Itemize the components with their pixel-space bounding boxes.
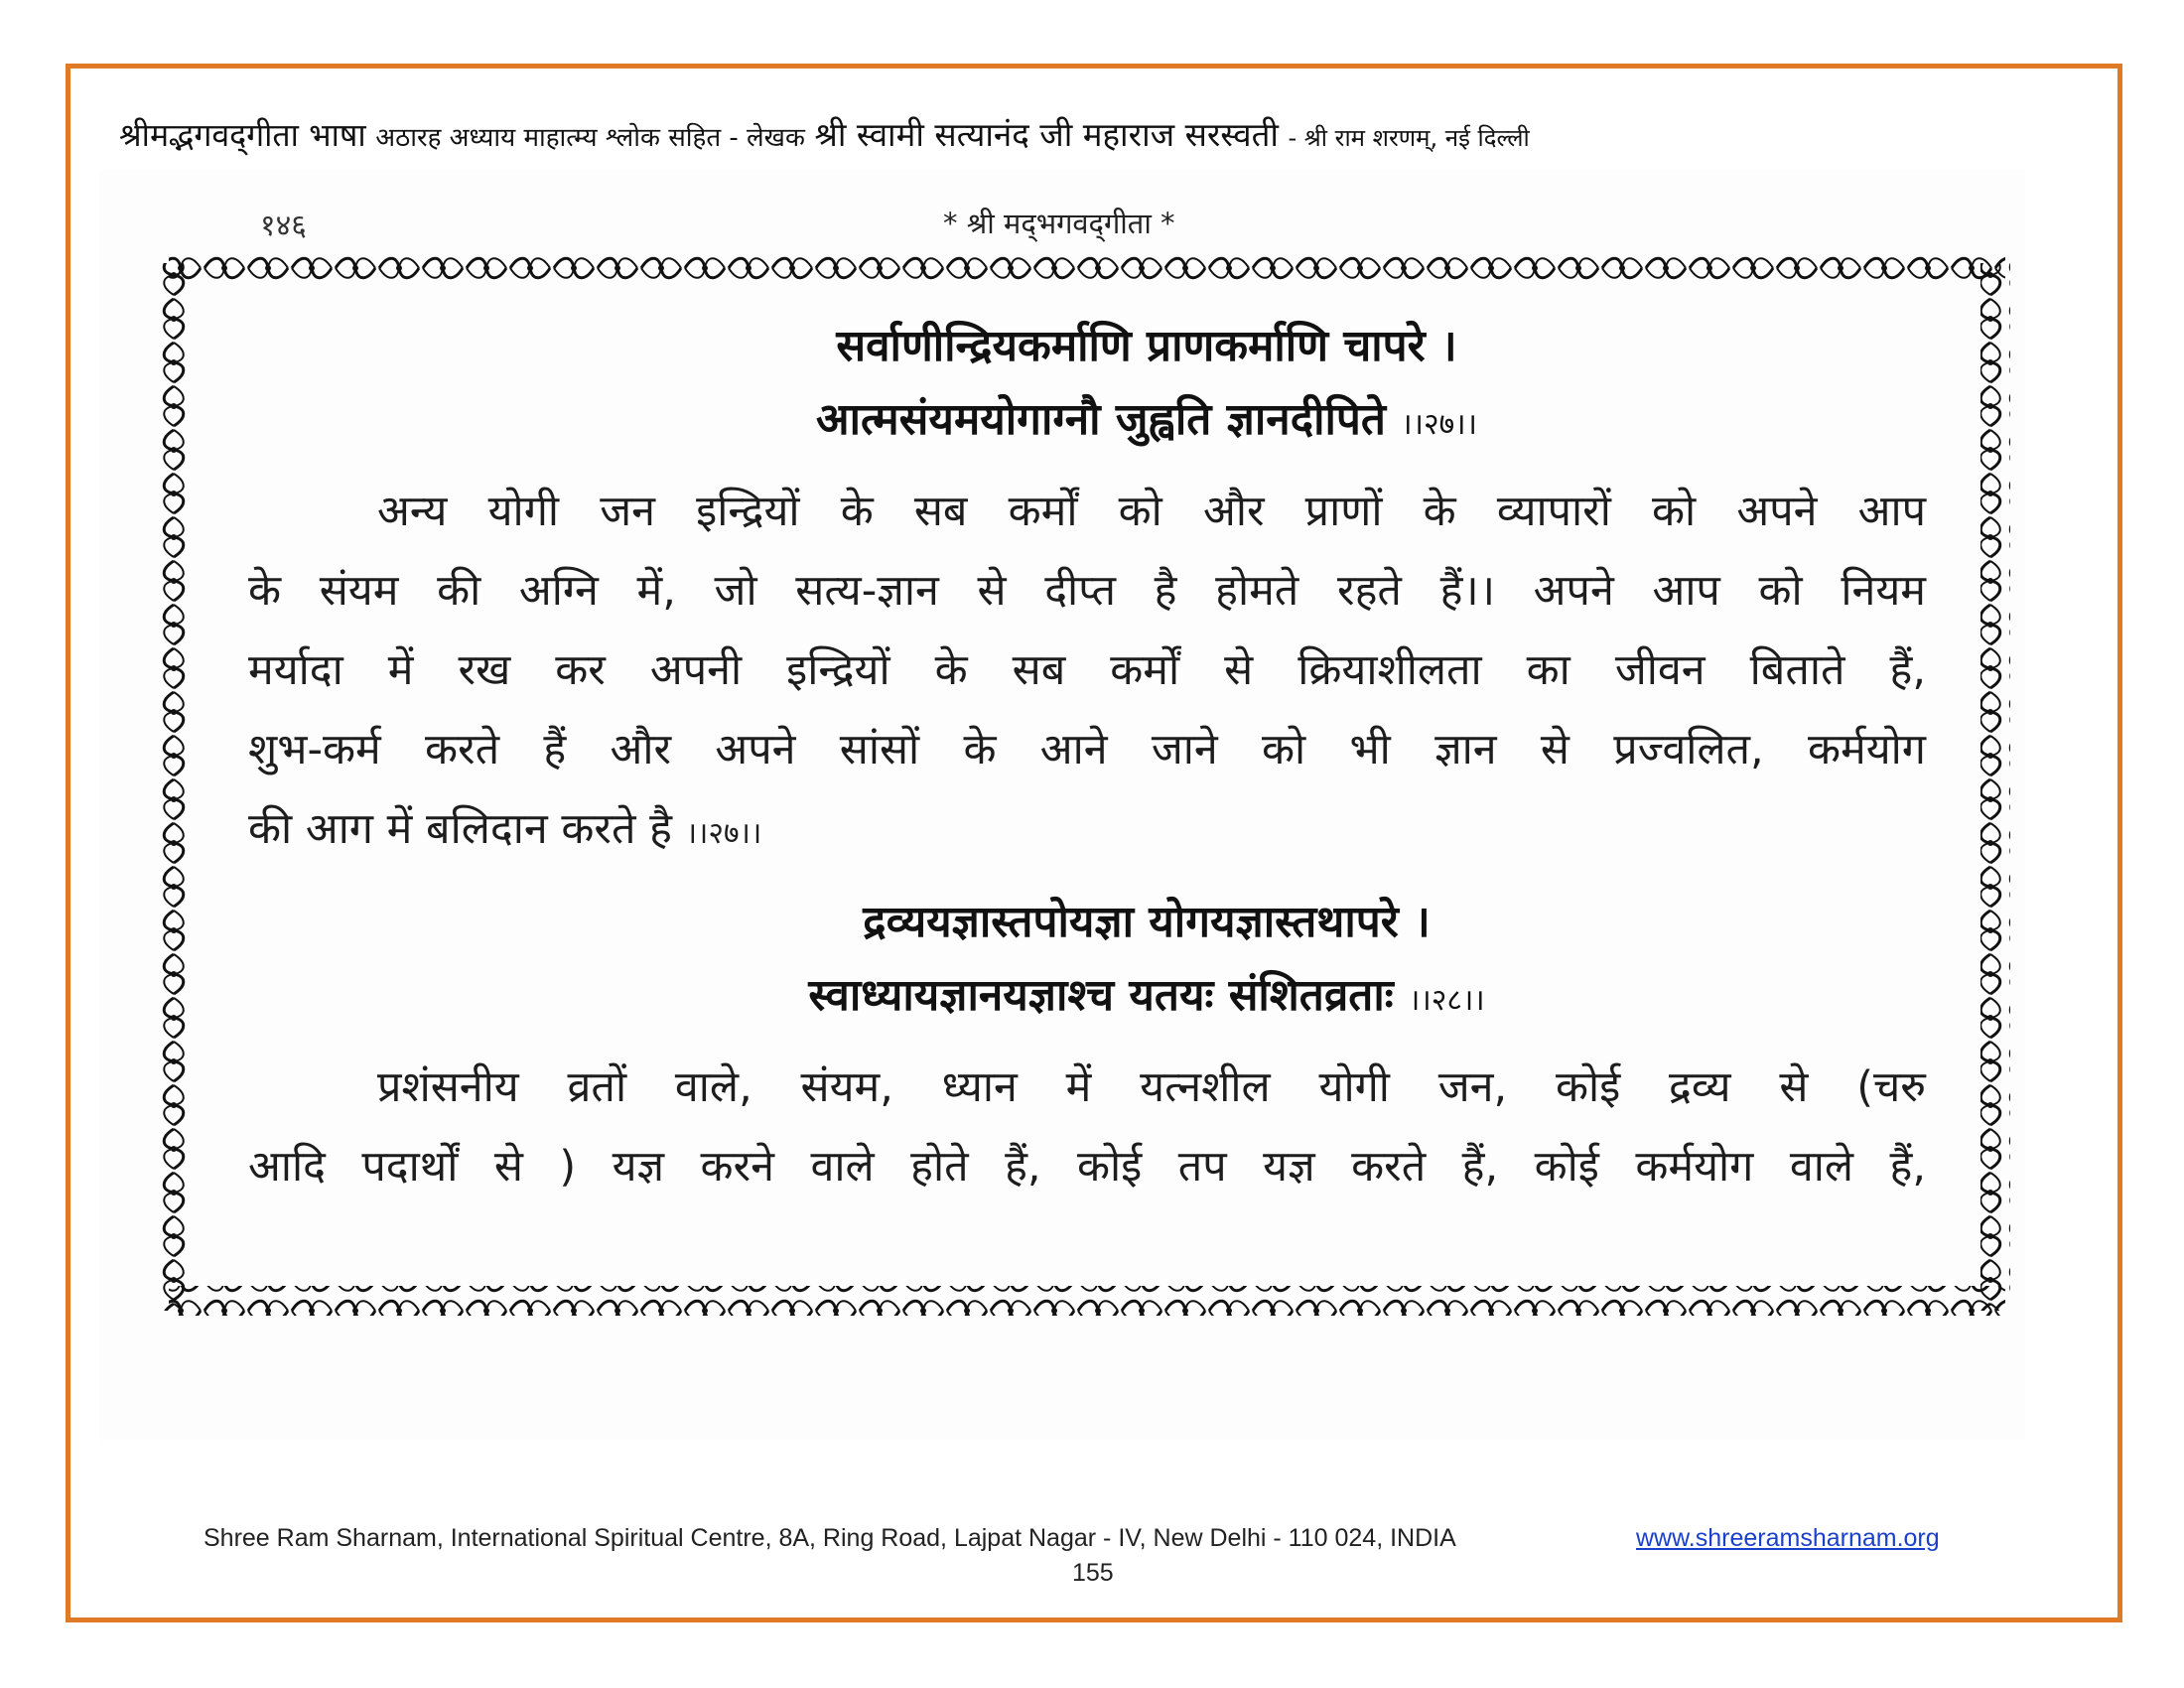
header-title: श्रीमद्भगवद्‌गीता भाषा xyxy=(119,116,366,154)
commentary-28-line-1: प्रशंसनीय व्रतों वाले, संयम, ध्यान में यत्नशील योगी जन, कोई द्रव्य से (चरु xyxy=(377,1062,1926,1112)
border-top xyxy=(169,253,2005,283)
verse-28-line-2-text: स्वाध्यायज्ञानयज्ञाश्च यतयः संशितव्रताः xyxy=(808,970,1394,1021)
commentary-27-line-4: शुभ-कर्म करते हैं और अपने सांसों के आने जाने को भी ज्ञान से प्रज्वलित, कर्मयोग xyxy=(248,725,1926,774)
footer-page-number: 155 xyxy=(1072,1559,1114,1587)
header-author: श्री स्वामी सत्यानंद जी महाराज सरस्वती xyxy=(814,115,1279,154)
commentary-27-line-2: के संयम की अग्नि में, जो सत्य-ज्ञान से दीप्त है होमते रहते हैं।। अपने आप को नियम xyxy=(248,566,1926,616)
website-link[interactable]: www.shreeramsharnam.org xyxy=(1636,1524,1940,1552)
running-title: * श्री मद्‌भगवद्‌गीता * xyxy=(943,207,1175,240)
header-subtitle: अठारह अध्याय माहात्म्य श्लोक सहित - लेखक xyxy=(375,123,805,153)
border-bottom xyxy=(169,1286,2005,1316)
verse-28-number: ।।२८।। xyxy=(1409,983,1485,1018)
commentary-28 xyxy=(248,1048,1926,1206)
commentary-27-line-1: अन्य योगी जन इन्द्रियों के सब कर्मों को और प्राणों के व्यापारों को अपने आप xyxy=(377,487,1926,536)
commentary-27-number: ।।२७।। xyxy=(685,816,762,851)
scripture-content xyxy=(248,310,1926,1218)
commentary-27-line-3: मर्यादा में रख कर अपनी इन्द्रियों के सब कर्मों से क्रियाशीलता का जीवन बिताते हैं, xyxy=(248,645,1926,695)
commentary-27 xyxy=(248,472,1926,874)
verse-27 xyxy=(248,310,1926,462)
commentary-27-line-5-text: की आग में बलिदान करते है xyxy=(248,804,673,854)
verse-28 xyxy=(248,886,1926,1038)
verse-28-line-1: द्रव्ययज्ञास्तपोयज्ञा योगयज्ञास्तथापरे । xyxy=(863,897,1431,947)
border-right xyxy=(1980,263,2010,1311)
scan-page-number: १४६ xyxy=(260,209,307,243)
header-publisher: - श्री राम शरणम्, नई दिल्ली xyxy=(1288,124,1530,152)
document-header xyxy=(119,111,2065,156)
verse-27-line-2 xyxy=(367,383,1926,462)
footer-address: Shree Ram Sharnam, International Spiritual Centre, 8A, Ring Road, Lajpat Nagar - IV, New Delhi - 110 024, INDIA xyxy=(204,1524,1456,1552)
commentary-28-line-2: आदि पदार्थों से ) यज्ञ करने वाले होते हैं, कोई तप यज्ञ करते हैं, कोई कर्मयोग वाले हैं, xyxy=(248,1142,1926,1192)
verse-27-line-1: सर्वाणीन्द्रियकर्माणि प्राणकर्माणि चापरे । xyxy=(836,321,1457,371)
border-left xyxy=(159,263,189,1311)
verse-27-number: ।।२७।। xyxy=(1401,407,1477,442)
verse-27-line-2-text: आत्मसंयमयोगाग्नौ जुह्वति ज्ञानदीपिते xyxy=(816,394,1386,445)
verse-28-line-2 xyxy=(367,959,1926,1038)
commentary-27-line-5 xyxy=(248,789,1926,874)
